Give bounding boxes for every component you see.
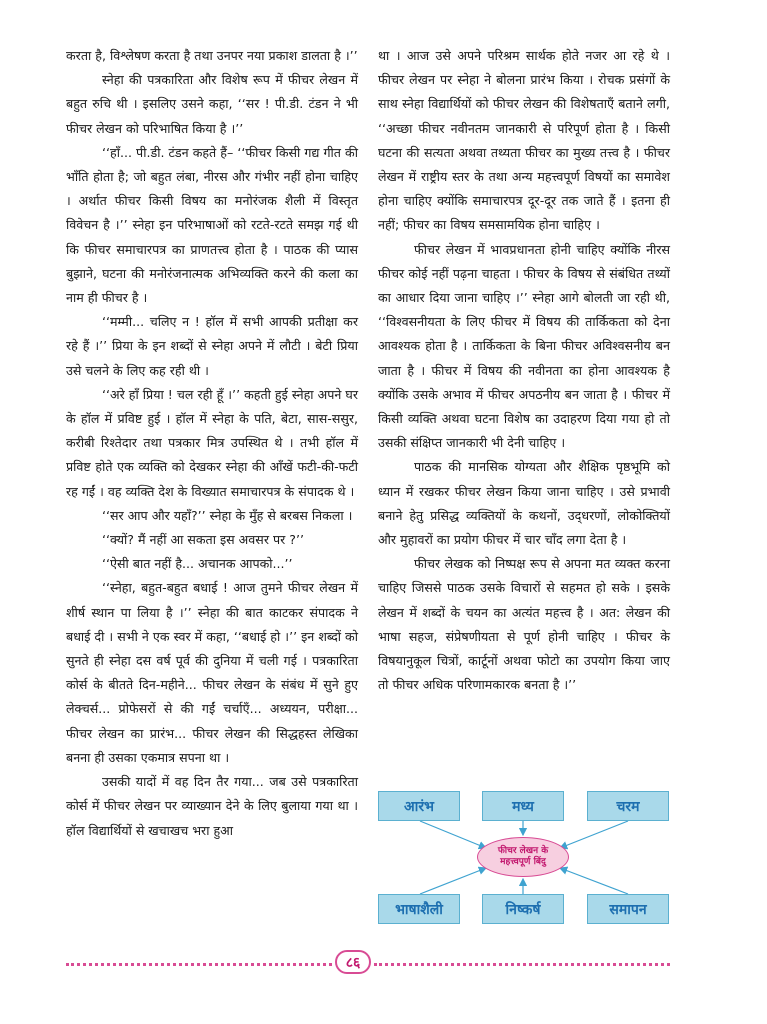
diagram-box-madhya: मध्य — [482, 791, 564, 821]
feature-writing-diagram — [378, 790, 670, 926]
paragraph: ‘‘हाँ... पी.डी. टंडन कहते हैं– ‘‘फीचर किसी गद्य गीत की भाँति होता है; जो बहुत लंबा, नीरस और गंभीर नहीं होना चाहिए । अर्थात फीचर किसी विषय का मनोरंजक शैली में विस्तृत विवेचन है ।’’ स्नेहा इन परिभाषाओं को रटते-रटते समझ गई थी कि फीचर समाचारपत्र का प्राणतत्त्व होता है । पाठक की प्यास बुझाने, घटना की मनोरंजनात्मक अभिव्यक्ति करने की कला का नाम ही फीचर है । — [66, 144, 358, 306]
diagram-box-bhashashaili: भाषाशैली — [378, 894, 460, 924]
paragraph: ‘‘स्नेहा, बहुत-बहुत बधाई ! आज तुमने फीचर लेखन में शीर्ष स्थान पा लिया है ।’’ स्नेहा की बात काटकर संपादक ने बधाई दी । सभी ने एक स्वर में कहा, ‘‘बधाई हो ।’’ इन शब्दों को सुनते ही स्नेहा दस वर्ष पूर्व की दुनिया में चली गई । पत्रकारिता कोर्स के बीतते दिन-महीने... फीचर लेखन के संबंध में सुने हुए लेक्चर्स... प्रोफेसरों से की गईं चर्चाएँ... अध्ययन, परीक्षा... फीचर लेखन का प्रारंभ... फीचर लेखन की सिद्धहस्त लेखिका बनना ही उसका एकमात्र सपना था । — [66, 580, 358, 765]
paragraph: ‘‘सर आप और यहाँ?’’ स्नेहा के मुँह से बरबस निकला । — [102, 507, 353, 523]
footer-divider — [374, 963, 670, 966]
paragraph: करता है, विश्लेषण करता है तथा उनपर नया प्रकाश डालता है ।’’ — [66, 48, 358, 63]
arrow-line — [420, 821, 486, 848]
paragraph: ‘‘ऐसी बात नहीं है... अचानक आपको...’’ — [102, 556, 293, 572]
diagram-box-samapan: समापन — [587, 894, 669, 924]
paragraph: फीचर लेखन में भावप्रधानता होनी चाहिए क्योंकि नीरस फीचर कोई नहीं पढ़ना चाहता । फीचर के विषय से संबंधित तथ्यों का आधार दिया जाना चाहिए ।’’ स्नेहा आगे बोलती जा रही थी, ‘‘विश्वसनीयता के लिए फीचर में विषय की तार्किकता को देना आवश्यक होता है । तार्किकता के बिना फीचर अविश्वसनीय बन जाता है । फीचर में विषय की नवीनता का होना आवश्यक है क्योंकि उसके अभाव में फीचर अपठनीय बन जाता है । फीचर में किसी व्यक्ति अथवा घटना विशेष का उदाहरण दिया गया हो तो उसकी संक्षिप्त जानकारी भी देनी चाहिए । — [378, 241, 670, 451]
left-column — [66, 44, 358, 843]
diagram-center: फीचर लेखन के महत्त्वपूर्ण बिंदु — [477, 837, 569, 877]
page-number: ८६ — [335, 950, 371, 974]
diagram-box-nishkarsh: निष्कर्ष — [482, 894, 564, 924]
right-column — [378, 44, 670, 697]
diagram-box-charam: चरम — [587, 791, 669, 821]
paragraph: स्नेहा की पत्रकारिता और विशेष रूप में फीचर लेखन में बहुत रुचि थी । इसलिए उसने कहा, ‘‘सर ! पी.डी. टंडन ने भी फीचर लेखन को परिभाषित किया है ।’’ — [66, 72, 358, 136]
arrow-line — [560, 868, 628, 894]
diagram-box-arambh: आरंभ — [378, 791, 460, 821]
arrow-line — [420, 868, 486, 894]
paragraph: था । आज उसे अपने परिश्रम सार्थक होते नजर आ रहे थे । फीचर लेखन पर स्नेहा ने बोलना प्रारंभ किया । रोचक प्रसंगों के साथ स्नेहा विद्यार्थियों को फीचर लेखन की विशेषताएँ बताने लगी, ‘‘अच्छा फीचर नवीनतम जानकारी से परिपूर्ण होता है । किसी घटना की सत्यता अथवा तथ्यता फीचर का मुख्य तत्त्व है । फीचर लेखन में राष्ट्रीय स्तर के तथा अन्य महत्त्वपूर्ण विषयों का समावेश होना चाहिए क्योंकि समाचारपत्र दूर-दूर तक जाते हैं । इतना ही नहीं; फीचर का विषय समसामयिक होना चाहिए । — [378, 48, 670, 233]
footer-divider — [66, 963, 332, 966]
paragraph: ‘‘अरे हाँ प्रिया ! चल रही हूँ ।’’ कहती हुई स्नेहा अपने घर के हॉल में प्रविष्ट हुई । हॉल में स्नेहा के पति, बेटा, सास-ससुर, करीबी रिश्तेदार तथा पत्रकार मित्र उपस्थित थे । तभी हॉल में प्रविष्ट होते एक व्यक्ति को देखकर स्नेहा की आँखें फटी-की-फटी रह गईं । वह व्यक्ति देश के विख्यात समाचारपत्र के संपादक थे । — [66, 386, 358, 499]
arrow-line — [560, 821, 628, 848]
paragraph: उसकी यादों में वह दिन तैर गया... जब उसे पत्रकारिता कोर्स में फीचर लेखन पर व्याख्यान देने के लिए बुलाया गया था । हॉल विद्यार्थियों से खचाखच भरा हुआ — [66, 774, 358, 838]
paragraph: फीचर लेखक को निष्पक्ष रूप से अपना मत व्यक्त करना चाहिए जिससे पाठक उसके विचारों से सहमत हो सके । इसके लेखन में शब्दों के चयन का अत्यंत महत्त्व है । अत: लेखन की भाषा सहज, संप्रेषणीयता से पूर्ण होनी चाहिए । फीचर के विषयानुकूल चित्रों, कार्टूनों अथवा फोटो का उपयोग किया जाए तो फीचर अधिक परिणामकारक बनता है ।’’ — [378, 556, 670, 693]
paragraph: ‘‘क्यों? मैं नहीं आ सकता इस अवसर पर ?’’ — [102, 532, 304, 548]
paragraph: पाठक की मानसिक योग्यता और शैक्षिक पृष्ठभूमि को ध्यान में रखकर फीचर लेखन किया जाना चाहिए । उसे प्रभावी बनाने हेतु प्रसिद्ध व्यक्तियों के कथनों, उद्‌धरणों, लोकोक्तियों और मुहावरों का प्रयोग फीचर में चार चाँद लगा देता है । — [378, 459, 670, 548]
paragraph: ‘‘मम्मी... चलिए न ! हॉल में सभी आपकी प्रतीक्षा कर रहे हैं ।’’ प्रिया के इन शब्दों से स्नेहा अपने में लौटी । बेटी प्रिया उसे चलने के लिए कह रही थी । — [66, 314, 358, 378]
